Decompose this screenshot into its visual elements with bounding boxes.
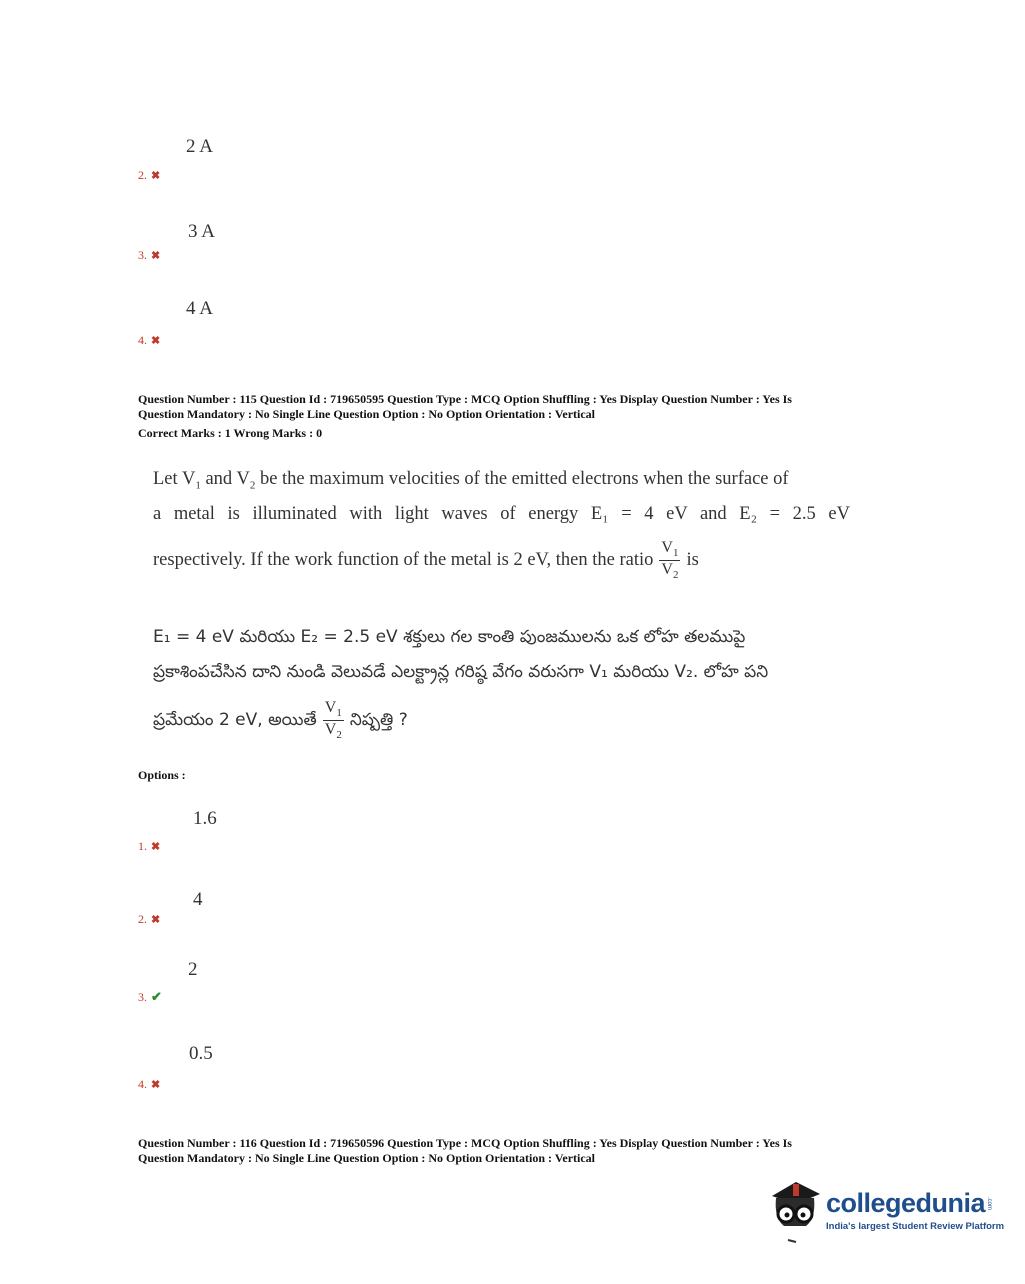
mascot-icon — [766, 1178, 824, 1244]
subscript: 1 — [195, 479, 201, 492]
option-number — [138, 989, 162, 1005]
option-number — [138, 248, 160, 263]
option-number — [138, 912, 160, 927]
question-meta — [138, 392, 898, 441]
cross-icon: ✖ — [151, 250, 161, 262]
brand-domain: .com — [986, 1196, 993, 1210]
option-number-label: 4. — [138, 1077, 147, 1091]
text-run: is — [686, 550, 699, 571]
option-text: 3 A — [188, 221, 215, 242]
option-number-label: 1. — [138, 839, 147, 853]
option-text: 2 A — [186, 136, 213, 157]
option-text: 4 — [193, 889, 203, 910]
marks-line: Correct Marks : 1 Wrong Marks : 0 — [138, 426, 323, 440]
denominator: V — [661, 561, 673, 579]
question-text-line — [153, 470, 789, 492]
cross-icon: ✖ — [151, 170, 161, 182]
question-text-line: a metal is illuminated with light waves of energy E₁ = 4 eV and E₂ = 2.5 eV — [153, 504, 850, 524]
option-number — [138, 1077, 160, 1092]
meta-line: Question Mandatory : No Single Line Question Option : No Option Orientation : Vertical — [138, 1151, 596, 1165]
ratio-fraction — [323, 700, 344, 741]
denominator: V — [324, 721, 337, 739]
option-number — [138, 839, 160, 854]
option-text: 1.6 — [193, 808, 217, 829]
options-label: Options : — [138, 768, 186, 782]
option-number-label: 4. — [138, 333, 147, 347]
subscript: 1 — [336, 707, 342, 720]
question-text-line — [153, 540, 699, 581]
numerator: V — [661, 539, 673, 556]
option-number-label: 3. — [138, 989, 147, 1004]
text-run: ప్రమేయం 2 eV, అయితే — [153, 710, 317, 731]
meta-line: Question Number : 116 Question Id : 719650596 Question Type : MCQ Option Shuffling : Yes Display Question Number : Yes Is — [138, 1136, 792, 1150]
option-number — [138, 168, 160, 183]
text-run: Let V — [153, 469, 196, 489]
ratio-fraction — [659, 540, 680, 581]
subscript: 2 — [249, 479, 256, 492]
brand-tagline: India's largest Student Review Platform — [826, 1221, 1005, 1232]
cross-icon: ✖ — [151, 914, 161, 926]
brand-name: collegedunia — [826, 1188, 986, 1218]
option-number-label: 3. — [138, 248, 147, 262]
cross-icon: ✖ — [151, 335, 161, 347]
numerator: V — [324, 699, 337, 716]
option-text: 0.5 — [189, 1043, 213, 1064]
subscript: 2 — [672, 569, 679, 582]
text-run: and V — [200, 469, 250, 489]
option-text: 4 A — [186, 298, 213, 319]
text-run: be the maximum velocities of the emitted electrons when the surface of — [255, 469, 789, 489]
meta-line: Question Mandatory : No Single Line Question Option : No Option Orientation : Vertical — [138, 407, 596, 421]
cross-icon: ✖ — [151, 841, 161, 853]
cross-icon: ✖ — [151, 1079, 161, 1091]
telugu-text-line: E₁ = 4 eV మరియు E₂ = 2.5 eV శక్తులు గల కాంతి పుంజములను ఒక లోహ తలముపై — [153, 627, 746, 647]
telugu-text-line — [153, 700, 408, 741]
subscript: 1 — [672, 547, 679, 560]
option-text: 2 — [188, 959, 198, 980]
question-meta — [138, 1136, 898, 1166]
option-number-label: 2. — [138, 168, 147, 182]
text-run: నిష్పత్తి ? — [349, 710, 408, 731]
text-run: respectively. If the work function of the metal is 2 eV, then the ratio — [153, 550, 654, 571]
option-number-label: 2. — [138, 912, 147, 926]
collegedunia-logo — [766, 1178, 1006, 1244]
telugu-text-line: ప్రకాశింపచేసిన దాని నుండి వెలువడే ఎలక్ట్రాన్ల గరిష్ఠ వేగం వరుసగా V₁ మరియు V₂. లోహ పని — [153, 662, 769, 682]
check-icon: ✔ — [151, 989, 162, 1004]
subscript: 2 — [336, 729, 342, 742]
option-number — [138, 333, 160, 348]
meta-line: Question Number : 115 Question Id : 719650595 Question Type : MCQ Option Shuffling : Yes Display Question Number : Yes Is — [138, 392, 792, 406]
